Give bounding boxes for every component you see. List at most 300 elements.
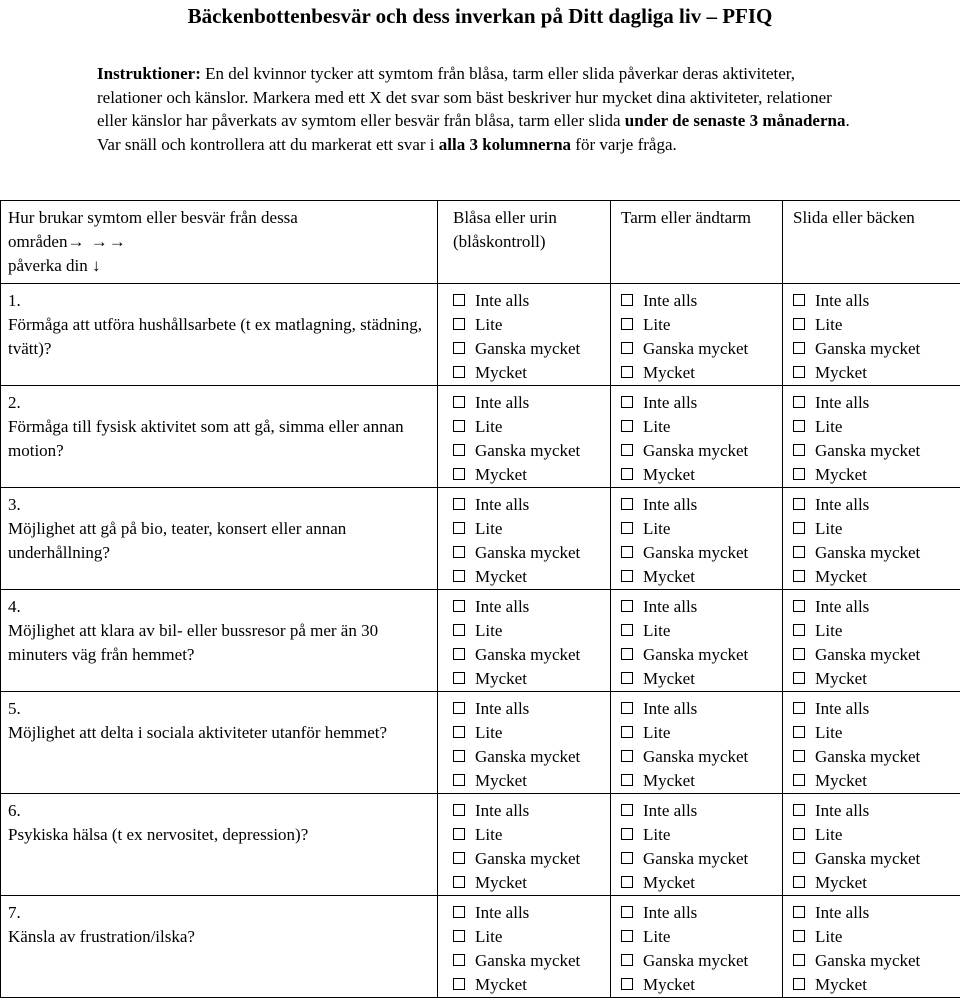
answer-option[interactable] bbox=[793, 823, 954, 847]
answer-option[interactable] bbox=[453, 769, 604, 793]
checkbox-icon[interactable] bbox=[793, 648, 805, 660]
answer-option-label: Ganska mycket bbox=[815, 441, 920, 460]
answer-option[interactable] bbox=[793, 643, 954, 667]
checkbox-icon[interactable] bbox=[621, 774, 633, 786]
answer-cell-bowel bbox=[611, 284, 783, 386]
checkbox-icon[interactable] bbox=[453, 828, 465, 840]
answer-option[interactable] bbox=[453, 667, 604, 691]
answer-option[interactable] bbox=[621, 823, 776, 847]
answer-option-label: Ganska mycket bbox=[643, 747, 748, 766]
answer-option[interactable] bbox=[621, 721, 776, 745]
answer-option-label: Mycket bbox=[815, 567, 867, 586]
checkbox-icon[interactable] bbox=[453, 366, 465, 378]
answer-option[interactable] bbox=[453, 289, 604, 313]
checkbox-icon[interactable] bbox=[793, 420, 805, 432]
answer-option[interactable] bbox=[793, 925, 954, 949]
answer-option[interactable] bbox=[793, 391, 954, 415]
question-text: Känsla av frustration/ilska? bbox=[8, 925, 431, 949]
answer-option[interactable] bbox=[793, 493, 954, 517]
answer-cell-vagina bbox=[783, 386, 960, 488]
answer-cell-bowel bbox=[611, 692, 783, 794]
checkbox-icon[interactable] bbox=[453, 954, 465, 966]
instructions bbox=[97, 62, 857, 156]
answer-option-label: Ganska mycket bbox=[815, 951, 920, 970]
question-cell bbox=[1, 488, 438, 590]
answer-option-label: Mycket bbox=[643, 567, 695, 586]
answer-option-label: Inte alls bbox=[643, 597, 697, 616]
answer-option-label: Inte alls bbox=[475, 291, 529, 310]
answer-option[interactable] bbox=[453, 721, 604, 745]
answer-option[interactable] bbox=[793, 439, 954, 463]
answer-option[interactable] bbox=[793, 337, 954, 361]
checkbox-icon[interactable] bbox=[621, 294, 633, 306]
answer-option[interactable] bbox=[621, 925, 776, 949]
answer-option[interactable] bbox=[621, 289, 776, 313]
answer-cell-bowel bbox=[611, 794, 783, 896]
answer-option[interactable] bbox=[621, 901, 776, 925]
answer-option-label: Mycket bbox=[643, 975, 695, 994]
answer-option[interactable] bbox=[621, 517, 776, 541]
answer-option-label: Ganska mycket bbox=[475, 849, 580, 868]
answer-cell-bladder bbox=[438, 896, 611, 998]
answer-option-label: Mycket bbox=[643, 873, 695, 892]
answer-option[interactable] bbox=[621, 745, 776, 769]
answer-option-label: Lite bbox=[815, 927, 842, 946]
checkbox-icon[interactable] bbox=[621, 954, 633, 966]
checkbox-icon[interactable] bbox=[621, 648, 633, 660]
answer-option-label: Lite bbox=[475, 417, 502, 436]
answer-option-label: Lite bbox=[815, 519, 842, 538]
answer-option[interactable] bbox=[621, 415, 776, 439]
answer-option-label: Ganska mycket bbox=[815, 339, 920, 358]
checkbox-icon[interactable] bbox=[453, 396, 465, 408]
answer-option[interactable] bbox=[453, 925, 604, 949]
checkbox-icon[interactable] bbox=[453, 978, 465, 990]
answer-option[interactable] bbox=[453, 463, 604, 487]
answer-option-label: Inte alls bbox=[643, 393, 697, 412]
checkbox-icon[interactable] bbox=[453, 852, 465, 864]
answer-option-label: Inte alls bbox=[475, 903, 529, 922]
answer-option-label: Ganska mycket bbox=[643, 339, 748, 358]
answer-option-label: Ganska mycket bbox=[643, 441, 748, 460]
answer-option-label: Lite bbox=[815, 825, 842, 844]
checkbox-icon[interactable] bbox=[453, 318, 465, 330]
answer-cell-bladder bbox=[438, 284, 611, 386]
answer-option[interactable] bbox=[793, 901, 954, 925]
checkbox-icon[interactable] bbox=[793, 726, 805, 738]
question-text: Möjlighet att klara av bil- eller bussresor på mer än 30 minuters väg från hemmet? bbox=[8, 619, 431, 667]
answer-option[interactable] bbox=[453, 901, 604, 925]
answer-option-label: Inte alls bbox=[815, 801, 869, 820]
answer-option[interactable] bbox=[793, 847, 954, 871]
answer-option-label: Mycket bbox=[475, 771, 527, 790]
answer-option-label: Inte alls bbox=[815, 291, 869, 310]
answer-option-label: Lite bbox=[475, 519, 502, 538]
answer-option-label: Mycket bbox=[475, 567, 527, 586]
question-column-header bbox=[1, 201, 438, 284]
answer-option[interactable] bbox=[793, 619, 954, 643]
answer-option-label: Lite bbox=[643, 723, 670, 742]
checkbox-icon[interactable] bbox=[621, 804, 633, 816]
column-header-vagina: Slida eller bäcken bbox=[783, 201, 960, 284]
answer-option-label: Lite bbox=[815, 417, 842, 436]
checkbox-icon[interactable] bbox=[453, 906, 465, 918]
answer-option-label: Mycket bbox=[475, 873, 527, 892]
answer-option-label: Mycket bbox=[475, 363, 527, 382]
answer-option[interactable] bbox=[621, 697, 776, 721]
answer-option[interactable] bbox=[453, 361, 604, 385]
answer-option-label: Lite bbox=[475, 621, 502, 640]
checkbox-icon[interactable] bbox=[453, 624, 465, 636]
question-number: 5. bbox=[8, 697, 431, 721]
checkbox-icon[interactable] bbox=[453, 468, 465, 480]
checkbox-icon[interactable] bbox=[793, 318, 805, 330]
checkbox-icon[interactable] bbox=[453, 294, 465, 306]
answer-option-label: Ganska mycket bbox=[643, 951, 748, 970]
checkbox-icon[interactable] bbox=[453, 522, 465, 534]
question-cell bbox=[1, 386, 438, 488]
arrow-down-icon: ↓ bbox=[92, 256, 101, 275]
answer-option[interactable] bbox=[793, 289, 954, 313]
answer-option[interactable] bbox=[793, 565, 954, 589]
checkbox-icon[interactable] bbox=[453, 702, 465, 714]
answer-option-label: Ganska mycket bbox=[815, 543, 920, 562]
answer-option[interactable] bbox=[453, 313, 604, 337]
answer-option-label: Lite bbox=[643, 927, 670, 946]
instructions-bold-columns: alla 3 kolumnerna bbox=[439, 135, 571, 154]
checkbox-icon[interactable] bbox=[793, 702, 805, 714]
answer-option[interactable] bbox=[793, 799, 954, 823]
instructions-text-2: . Var snäll och kontrollera att du markerat ett svar i bbox=[97, 111, 850, 154]
checkbox-icon[interactable] bbox=[621, 444, 633, 456]
answer-option[interactable] bbox=[621, 799, 776, 823]
checkbox-icon[interactable] bbox=[793, 804, 805, 816]
answer-option-label: Inte alls bbox=[815, 495, 869, 514]
checkbox-icon[interactable] bbox=[621, 318, 633, 330]
checkbox-icon[interactable] bbox=[453, 876, 465, 888]
checkbox-icon[interactable] bbox=[621, 852, 633, 864]
answer-option-label: Ganska mycket bbox=[815, 849, 920, 868]
answer-option[interactable] bbox=[453, 391, 604, 415]
answer-option[interactable] bbox=[793, 973, 954, 997]
checkbox-icon[interactable] bbox=[621, 366, 633, 378]
checkbox-icon[interactable] bbox=[621, 930, 633, 942]
answer-option[interactable] bbox=[621, 769, 776, 793]
answer-option[interactable] bbox=[621, 667, 776, 691]
checkbox-icon[interactable] bbox=[793, 468, 805, 480]
answer-option[interactable] bbox=[453, 619, 604, 643]
answer-option[interactable] bbox=[793, 949, 954, 973]
answer-option-label: Mycket bbox=[815, 363, 867, 382]
question-number: 2. bbox=[8, 391, 431, 415]
answer-option[interactable] bbox=[793, 541, 954, 565]
answer-option-label: Inte alls bbox=[475, 393, 529, 412]
answer-cell-vagina bbox=[783, 794, 960, 896]
answer-option[interactable] bbox=[793, 463, 954, 487]
checkbox-icon[interactable] bbox=[621, 876, 633, 888]
answer-option[interactable] bbox=[453, 415, 604, 439]
checkbox-icon[interactable] bbox=[453, 930, 465, 942]
answer-option[interactable] bbox=[793, 415, 954, 439]
checkbox-icon[interactable] bbox=[621, 468, 633, 480]
checkbox-icon[interactable] bbox=[621, 624, 633, 636]
question-row bbox=[1, 488, 960, 590]
question-text: Förmåga till fysisk aktivitet som att gå, simma eller annan motion? bbox=[8, 415, 431, 463]
answer-option[interactable] bbox=[793, 721, 954, 745]
answer-option-label: Lite bbox=[475, 315, 502, 334]
answer-option[interactable] bbox=[621, 439, 776, 463]
answer-option[interactable] bbox=[453, 643, 604, 667]
header-line-2: områden bbox=[8, 232, 67, 251]
answer-cell-bladder bbox=[438, 692, 611, 794]
checkbox-icon[interactable] bbox=[793, 750, 805, 762]
checkbox-icon[interactable] bbox=[793, 954, 805, 966]
question-cell bbox=[1, 896, 438, 998]
answer-option-label: Mycket bbox=[475, 975, 527, 994]
answer-option[interactable] bbox=[453, 595, 604, 619]
answer-option[interactable] bbox=[453, 565, 604, 589]
answer-option[interactable] bbox=[793, 667, 954, 691]
answer-option[interactable] bbox=[621, 619, 776, 643]
answer-option[interactable] bbox=[453, 439, 604, 463]
answer-option[interactable] bbox=[453, 871, 604, 895]
checkbox-icon[interactable] bbox=[621, 546, 633, 558]
answer-option-label: Inte alls bbox=[643, 495, 697, 514]
checkbox-icon[interactable] bbox=[621, 672, 633, 684]
answer-option[interactable] bbox=[453, 517, 604, 541]
question-row bbox=[1, 692, 960, 794]
answer-option-label: Mycket bbox=[815, 975, 867, 994]
answer-option-label: Inte alls bbox=[815, 393, 869, 412]
checkbox-icon[interactable] bbox=[453, 750, 465, 762]
answer-option-label: Lite bbox=[643, 417, 670, 436]
checkbox-icon[interactable] bbox=[621, 702, 633, 714]
checkbox-icon[interactable] bbox=[793, 876, 805, 888]
answer-option-label: Mycket bbox=[643, 669, 695, 688]
question-number: 7. bbox=[8, 901, 431, 925]
checkbox-icon[interactable] bbox=[793, 600, 805, 612]
answer-option[interactable] bbox=[621, 313, 776, 337]
answer-cell-vagina bbox=[783, 284, 960, 386]
answer-option-label: Mycket bbox=[643, 771, 695, 790]
answer-option-label: Lite bbox=[643, 825, 670, 844]
checkbox-icon[interactable] bbox=[793, 672, 805, 684]
checkbox-icon[interactable] bbox=[621, 978, 633, 990]
checkbox-icon[interactable] bbox=[621, 342, 633, 354]
answer-option-label: Lite bbox=[643, 315, 670, 334]
answer-option[interactable] bbox=[621, 391, 776, 415]
answer-option[interactable] bbox=[453, 799, 604, 823]
answer-cell-vagina bbox=[783, 692, 960, 794]
checkbox-icon[interactable] bbox=[621, 750, 633, 762]
arrow-right-icon: → →→ bbox=[67, 232, 126, 251]
question-cell bbox=[1, 692, 438, 794]
checkbox-icon[interactable] bbox=[453, 546, 465, 558]
question-number: 6. bbox=[8, 799, 431, 823]
answer-option[interactable] bbox=[793, 697, 954, 721]
checkbox-icon[interactable] bbox=[793, 624, 805, 636]
checkbox-icon[interactable] bbox=[793, 774, 805, 786]
answer-option-label: Inte alls bbox=[475, 597, 529, 616]
answer-option-label: Ganska mycket bbox=[475, 747, 580, 766]
answer-option-label: Mycket bbox=[815, 465, 867, 484]
answer-option-label: Ganska mycket bbox=[475, 951, 580, 970]
question-row bbox=[1, 590, 960, 692]
answer-option[interactable] bbox=[621, 595, 776, 619]
instructions-bold-period: under de senaste 3 månaderna bbox=[625, 111, 846, 130]
checkbox-icon[interactable] bbox=[621, 498, 633, 510]
checkbox-icon[interactable] bbox=[621, 726, 633, 738]
answer-option-label: Lite bbox=[475, 825, 502, 844]
answer-option-label: Inte alls bbox=[643, 801, 697, 820]
question-row bbox=[1, 794, 960, 896]
checkbox-icon[interactable] bbox=[793, 498, 805, 510]
answer-option-label: Mycket bbox=[475, 465, 527, 484]
answer-option[interactable] bbox=[793, 361, 954, 385]
answer-cell-bowel bbox=[611, 488, 783, 590]
answer-option[interactable] bbox=[453, 337, 604, 361]
answer-option-label: Inte alls bbox=[475, 495, 529, 514]
checkbox-icon[interactable] bbox=[793, 570, 805, 582]
header-line-1: Hur brukar symtom eller besvär från dessa bbox=[8, 206, 431, 230]
answer-option[interactable] bbox=[453, 847, 604, 871]
answer-cell-vagina bbox=[783, 590, 960, 692]
answer-option-label: Lite bbox=[475, 723, 502, 742]
answer-option[interactable] bbox=[621, 337, 776, 361]
answer-option-label: Ganska mycket bbox=[815, 747, 920, 766]
question-row bbox=[1, 284, 960, 386]
answer-option-label: Ganska mycket bbox=[475, 645, 580, 664]
answer-option[interactable] bbox=[453, 541, 604, 565]
checkbox-icon[interactable] bbox=[793, 930, 805, 942]
answer-option-label: Mycket bbox=[815, 771, 867, 790]
answer-option[interactable] bbox=[621, 463, 776, 487]
answer-option[interactable] bbox=[621, 541, 776, 565]
checkbox-icon[interactable] bbox=[453, 444, 465, 456]
answer-option[interactable] bbox=[621, 847, 776, 871]
answer-option-label: Inte alls bbox=[475, 801, 529, 820]
answer-option[interactable] bbox=[453, 745, 604, 769]
questionnaire-table bbox=[0, 200, 960, 998]
question-number: 3. bbox=[8, 493, 431, 517]
answer-option[interactable] bbox=[621, 361, 776, 385]
checkbox-icon[interactable] bbox=[453, 600, 465, 612]
header-row bbox=[1, 201, 960, 284]
answer-option-label: Inte alls bbox=[815, 903, 869, 922]
column-header-bladder: Blåsa eller urin (blåskontroll) bbox=[438, 201, 611, 284]
answer-option[interactable] bbox=[793, 313, 954, 337]
checkbox-icon[interactable] bbox=[453, 726, 465, 738]
checkbox-icon[interactable] bbox=[793, 546, 805, 558]
answer-option-label: Lite bbox=[643, 621, 670, 640]
checkbox-icon[interactable] bbox=[793, 906, 805, 918]
answer-option-label: Inte alls bbox=[815, 597, 869, 616]
checkbox-icon[interactable] bbox=[453, 672, 465, 684]
answer-option[interactable] bbox=[453, 973, 604, 997]
instructions-text-3: för varje fråga. bbox=[571, 135, 677, 154]
answer-option[interactable] bbox=[621, 493, 776, 517]
answer-option-label: Inte alls bbox=[815, 699, 869, 718]
checkbox-icon[interactable] bbox=[453, 342, 465, 354]
checkbox-icon[interactable] bbox=[453, 648, 465, 660]
checkbox-icon[interactable] bbox=[793, 828, 805, 840]
checkbox-icon[interactable] bbox=[621, 570, 633, 582]
checkbox-icon[interactable] bbox=[621, 906, 633, 918]
question-number: 4. bbox=[8, 595, 431, 619]
answer-option-label: Ganska mycket bbox=[643, 645, 748, 664]
answer-option-label: Inte alls bbox=[643, 291, 697, 310]
answer-option[interactable] bbox=[453, 493, 604, 517]
question-row bbox=[1, 386, 960, 488]
checkbox-icon[interactable] bbox=[621, 828, 633, 840]
checkbox-icon[interactable] bbox=[453, 420, 465, 432]
checkbox-icon[interactable] bbox=[453, 804, 465, 816]
answer-option-label: Mycket bbox=[475, 669, 527, 688]
checkbox-icon[interactable] bbox=[621, 396, 633, 408]
answer-option[interactable] bbox=[453, 697, 604, 721]
checkbox-icon[interactable] bbox=[793, 396, 805, 408]
answer-option-label: Mycket bbox=[815, 669, 867, 688]
answer-option-label: Mycket bbox=[815, 873, 867, 892]
answer-option[interactable] bbox=[621, 871, 776, 895]
answer-option[interactable] bbox=[793, 595, 954, 619]
checkbox-icon[interactable] bbox=[793, 294, 805, 306]
checkbox-icon[interactable] bbox=[793, 522, 805, 534]
checkbox-icon[interactable] bbox=[453, 570, 465, 582]
checkbox-icon[interactable] bbox=[793, 342, 805, 354]
checkbox-icon[interactable] bbox=[793, 444, 805, 456]
answer-option[interactable] bbox=[453, 949, 604, 973]
answer-cell-bladder bbox=[438, 488, 611, 590]
answer-option[interactable] bbox=[793, 769, 954, 793]
answer-option-label: Lite bbox=[815, 723, 842, 742]
question-text: Möjlighet att delta i sociala aktiviteter utanför hemmet? bbox=[8, 721, 431, 745]
checkbox-icon[interactable] bbox=[621, 420, 633, 432]
answer-option-label: Lite bbox=[475, 927, 502, 946]
checkbox-icon[interactable] bbox=[793, 852, 805, 864]
question-row bbox=[1, 896, 960, 998]
answer-cell-bowel bbox=[611, 590, 783, 692]
checkbox-icon[interactable] bbox=[621, 600, 633, 612]
answer-cell-bladder bbox=[438, 386, 611, 488]
checkbox-icon[interactable] bbox=[453, 774, 465, 786]
answer-option[interactable] bbox=[453, 823, 604, 847]
answer-option[interactable] bbox=[621, 643, 776, 667]
answer-option-label: Inte alls bbox=[475, 699, 529, 718]
header-line-3: påverka din bbox=[8, 256, 88, 275]
question-text: Psykiska hälsa (t ex nervositet, depression)? bbox=[8, 823, 431, 847]
answer-option-label: Lite bbox=[815, 621, 842, 640]
answer-option-label: Ganska mycket bbox=[815, 645, 920, 664]
answer-option-label: Inte alls bbox=[643, 903, 697, 922]
answer-option[interactable] bbox=[621, 565, 776, 589]
answer-option[interactable] bbox=[793, 871, 954, 895]
answer-option[interactable] bbox=[793, 517, 954, 541]
checkbox-icon[interactable] bbox=[453, 498, 465, 510]
answer-option-label: Ganska mycket bbox=[475, 543, 580, 562]
answer-option[interactable] bbox=[621, 973, 776, 997]
checkbox-icon[interactable] bbox=[793, 366, 805, 378]
question-cell bbox=[1, 284, 438, 386]
column-header-bowel: Tarm eller ändtarm bbox=[611, 201, 783, 284]
answer-option[interactable] bbox=[793, 745, 954, 769]
checkbox-icon[interactable] bbox=[793, 978, 805, 990]
answer-option[interactable] bbox=[621, 949, 776, 973]
answer-option-label: Lite bbox=[643, 519, 670, 538]
instructions-text-1: En del kvinnor tycker att symtom från blåsa, tarm eller slida påverkar deras aktiviteter, relationer och känslor. Markera med ett X det svar som bäst beskriver hur mycket dina aktiviteter, relationer eller känslor har påverkats av symtom eller besvär från blåsa, tarm eller slida bbox=[97, 64, 832, 130]
answer-option-label: Mycket bbox=[643, 465, 695, 484]
checkbox-icon[interactable] bbox=[621, 522, 633, 534]
